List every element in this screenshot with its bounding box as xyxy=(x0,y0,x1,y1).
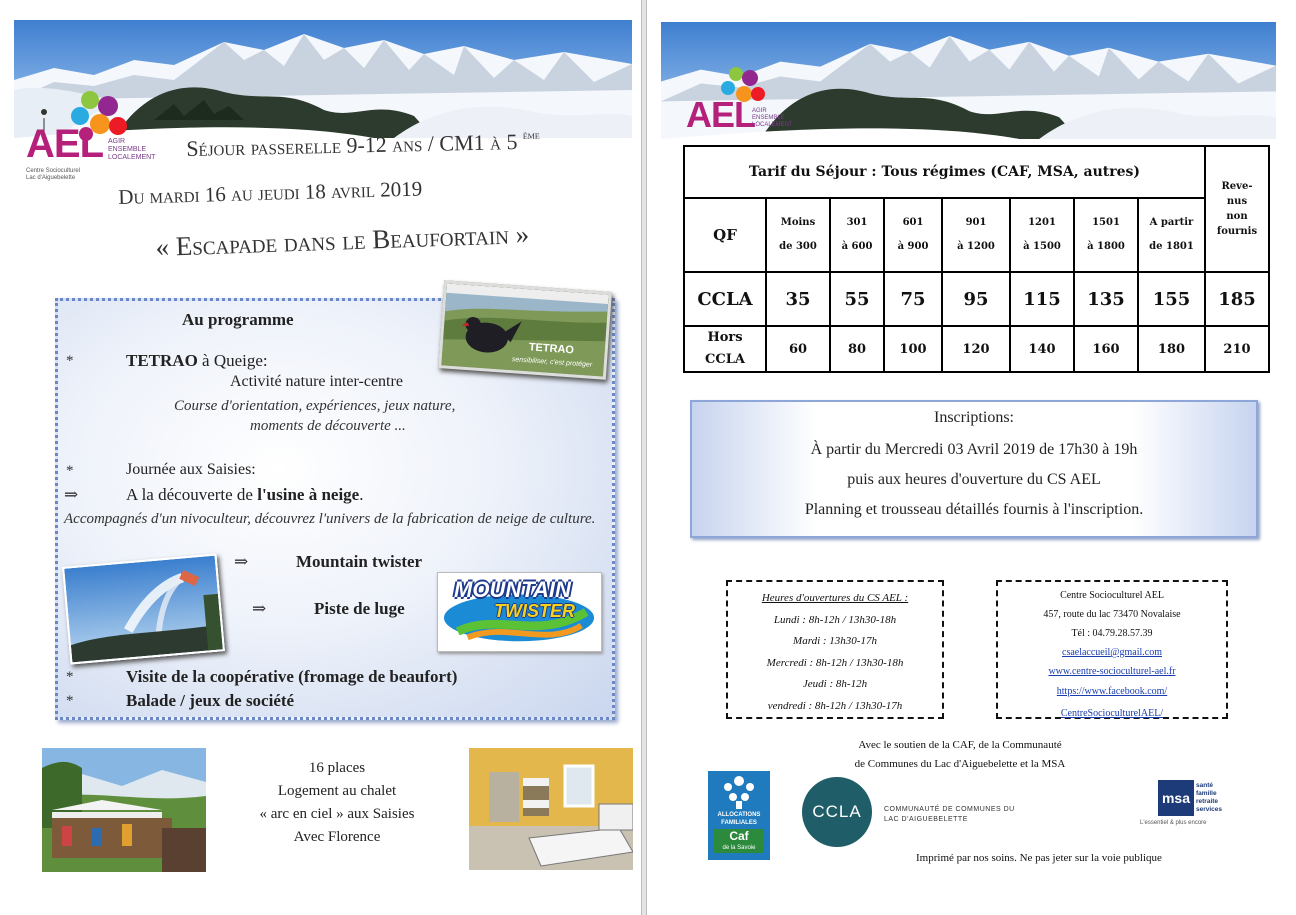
stay-dates: Du mardi 16 au jeudi 18 avril 2019 xyxy=(118,176,423,209)
printed-notice: Imprimé par nos soins. Ne pas jeter sur la voie publique xyxy=(916,852,1162,864)
contact-website-link[interactable]: www.centre-socioculturel-ael.fr xyxy=(1048,666,1176,677)
qf-range: 301 à 600 xyxy=(830,198,884,272)
hors-ccla-price: 210 xyxy=(1205,326,1269,372)
ael-subtitle: Centre Socioculturel Lac d'Aiguebelette xyxy=(26,168,81,181)
bullet-icon: * xyxy=(66,693,74,709)
msa-words: santé famille retraite services xyxy=(1196,782,1223,813)
arrow-icon: ⇒ xyxy=(64,485,79,504)
hors-ccla-price: 100 xyxy=(884,326,942,372)
program-heading: Au programme xyxy=(182,310,294,329)
tariff-title: Tarif du Séjour : Tous régimes (CAF, MSA, autres) xyxy=(684,146,1205,198)
stay-title-line1: Séjour passerelle 9-12 ans / CM1 à 5 $^{ème}$ xyxy=(186,127,540,161)
bullet-icon: * xyxy=(66,353,74,369)
cooperative-line: Visite de la coopérative (fromage de beaufort) xyxy=(126,667,458,686)
mountain-twister-logo-line2: TWISTER xyxy=(494,601,575,621)
ccla-price: 185 xyxy=(1205,272,1269,326)
page-divider xyxy=(641,0,647,915)
qf-header: QF xyxy=(684,198,766,272)
contact-name: Centre Socioculturel AEL xyxy=(1060,590,1164,601)
caf-logo: ALLOCATIONS FAMILIALES Caf de la Savoie xyxy=(708,771,770,860)
hors-ccla-price: 140 xyxy=(1010,326,1074,372)
hors-ccla-price: 180 xyxy=(1138,326,1205,372)
saisies-line: Journée aux Saisies: xyxy=(126,461,256,478)
hours-mardi: Mardi : 13h30-17h xyxy=(793,635,877,647)
qf-range: A partir de 1801 xyxy=(1138,198,1205,272)
hors-ccla-price: 80 xyxy=(830,326,884,372)
mountain-twister-logo xyxy=(437,572,602,652)
tariff-table xyxy=(683,145,1270,373)
ccla-price: 155 xyxy=(1138,272,1205,326)
qf-range: 901 à 1200 xyxy=(942,198,1010,272)
stay-name: « Escapade dans le Beaufortain » xyxy=(155,218,530,262)
ccla-price: 75 xyxy=(884,272,942,326)
contact-box xyxy=(996,580,1228,719)
tetrao-slogan: sensibiliser, c'est protéger xyxy=(511,356,593,369)
hors-ccla-row-label: Hors CCLA xyxy=(684,326,766,372)
contact-facebook-link[interactable]: https://www.facebook.com/ CentreSocioculturelAEL/ xyxy=(1056,686,1168,719)
tetrao-photo xyxy=(438,280,612,380)
hours-jeudi: Jeudi : 8h-12h xyxy=(802,678,868,690)
logement-text: Logement au chalet xyxy=(277,783,397,799)
animatrice-text: Avec Florence xyxy=(293,829,381,845)
ael-wordmark: AEL xyxy=(686,94,755,135)
nivoculteur-text: Accompagnés d'un nivoculteur, découvrez l'univers de la fabrication de neige de culture. xyxy=(64,511,596,527)
inscriptions-title: Inscriptions: xyxy=(934,409,1014,426)
qf-range: 1501 à 1800 xyxy=(1074,198,1138,272)
arrow-icon: ⇒ xyxy=(234,552,249,571)
piste-luge-line: Piste de luge xyxy=(314,599,405,618)
balade-line: Balade / jeux de société xyxy=(126,691,295,710)
caf-family-icon xyxy=(708,771,770,811)
bullet-icon: * xyxy=(66,669,74,685)
ael-logo-small xyxy=(684,64,793,144)
ccla-text: COMMUNAUTÉ DE COMMUNES DU LAC D'AIGUEBELETTE xyxy=(884,806,1015,823)
tetrao-logo-text: TETRAO xyxy=(528,341,575,357)
ael-tagline: AGIR ENSEMBLE LOCALEMENT xyxy=(108,138,156,161)
ccla-row-label: CCLA xyxy=(684,272,766,326)
inscriptions-hours: puis aux heures d'ouverture du CS AEL xyxy=(847,471,1101,488)
opening-hours-title: Heures d'ouvertures du CS AEL : xyxy=(761,592,909,604)
hours-mercredi: Mercredi : 8h-12h / 13h30-18h xyxy=(766,656,904,669)
ccla-price: 135 xyxy=(1074,272,1138,326)
qf-range: 601 à 900 xyxy=(884,198,942,272)
bullet-icon: * xyxy=(66,463,74,479)
chalet-text: « arc en ciel » aux Saisies xyxy=(259,806,415,822)
ael-logo xyxy=(20,88,156,183)
mountain-twister-logo-line1: MOUNTAIN xyxy=(454,577,571,602)
hors-ccla-price: 60 xyxy=(766,326,830,372)
ccla-price: 35 xyxy=(766,272,830,326)
tetrao-details-2: moments de découverte ... xyxy=(250,418,406,434)
stay-info-box xyxy=(206,748,468,872)
snow-cannon-photo xyxy=(62,553,225,664)
revenus-non-fournis-header: Reve- nus non fournis xyxy=(1205,146,1269,272)
tetrao-line: TETRAO à Queige: xyxy=(126,351,268,370)
ccla-price: 95 xyxy=(942,272,1010,326)
contact-phone: Tél : 04.79.28.57.39 xyxy=(1071,628,1153,639)
msa-tagline: L'essentiel & plus encore xyxy=(1140,820,1207,826)
ael-tagline: AGIR ENSEMBLE LOCALEMENT xyxy=(752,108,793,128)
tetrao-details-1: Course d'orientation, expériences, jeux nature, xyxy=(174,398,456,414)
mountain-twister-line: Mountain twister xyxy=(296,552,423,571)
qf-range: Moins de 300 xyxy=(766,198,830,272)
left-page xyxy=(0,0,640,915)
dormitory-photo xyxy=(469,748,633,870)
ccla-price: 55 xyxy=(830,272,884,326)
ccla-circle: CCLA xyxy=(802,777,872,847)
hours-vendredi: vendredi : 8h-12h / 13h30-17h xyxy=(767,699,903,712)
ccla-price: 115 xyxy=(1010,272,1074,326)
support-text: Avec le soutien de la CAF, de la Communauté de Communes du Lac d'Aiguebelette et la MSA xyxy=(854,739,1066,770)
contact-address: 457, route du lac 73470 Novalaise xyxy=(1043,609,1181,620)
hours-lundi: Lundi : 8h-12h / 13h30-18h xyxy=(773,613,897,626)
qf-range: 1201 à 1500 xyxy=(1010,198,1074,272)
usine-neige-line: A la découverte de l'usine à neige. xyxy=(126,485,364,504)
inscriptions-planning: Planning et trousseau détaillés fournis à l'inscription. xyxy=(804,501,1144,518)
contact-email-link[interactable]: csaelaccueil@gmail.com xyxy=(1062,647,1162,658)
opening-hours-box xyxy=(726,580,944,719)
hors-ccla-price: 160 xyxy=(1074,326,1138,372)
inscriptions-date: À partir du Mercredi 03 Avril 2019 de 17h30 à 19h xyxy=(810,441,1138,458)
msa-mark: msa xyxy=(1158,780,1194,816)
places-text: 16 places xyxy=(308,760,366,776)
tetrao-activity: Activité nature inter-centre xyxy=(230,373,403,390)
chalet-terrace-photo xyxy=(42,748,206,872)
hors-ccla-price: 120 xyxy=(942,326,1010,372)
arrow-icon: ⇒ xyxy=(252,599,267,618)
inscriptions-box xyxy=(690,400,1258,538)
ael-wordmark: AEL xyxy=(26,122,103,166)
